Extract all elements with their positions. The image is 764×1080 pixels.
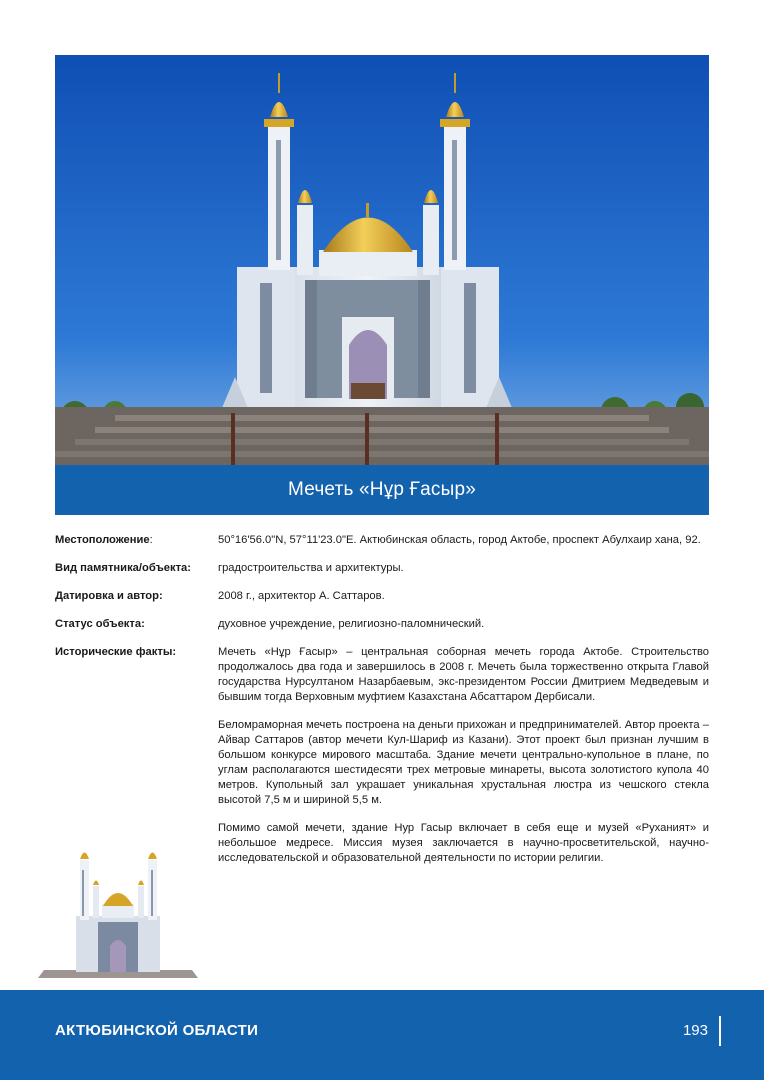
location-label — [55, 533, 218, 548]
mosque-photo — [55, 55, 709, 465]
footer-region: АКТЮБИНСКОЙ ОБЛАСТИ — [55, 1022, 259, 1039]
location-label-text: Местоположение — [55, 534, 150, 546]
facts-paragraph: Помимо самой мечети, здание Нур Гасыр включает в себя еще и музей «Руханият» и небольшое медресе. Миссия музея заключается в научно-просветительской, научно-исследовательской и образовательной деятельности по истории религии. — [218, 822, 709, 864]
facts-text — [218, 645, 709, 879]
info-row-dating — [55, 589, 709, 604]
footer-divider — [719, 1016, 721, 1046]
status-value: духовное учреждение, религиозно-паломнический. — [218, 618, 485, 630]
title-text: Мечеть «Нұр Ғасыр» — [287, 479, 477, 500]
facts-paragraph: Беломраморная мечеть построена на деньги прихожан и предпринимателей. Автор проекта – Айвар Саттаров (автор мечети Кул-Шариф из Казани). Этот проект был признан лучшим в большом конкурсе мирового масштаба. Здание мечети центрально-купольное в плане, по углам располагаются шестидесяти трех метровые минареты, высота золотистого купола 40 метров. Купольный зал украшает уникальная хрустальная люстра из чешского стекла высотой 7,5 м и шириной 5,5 м. — [218, 719, 709, 806]
page-number: 193 — [682, 1022, 708, 1039]
mosque-thumbnail — [32, 842, 204, 984]
location-value: 50°16'56.0"N, 57°11'23.0"E. Актюбинская область, город Актобе, проспект Абулхаир хана, 92. — [218, 534, 701, 546]
facts-label: Исторические факты: — [55, 646, 177, 658]
info-row-status — [55, 617, 709, 632]
dating-value: 2008 г., архитектор А. Саттаров. — [218, 590, 385, 602]
page-title — [55, 465, 709, 515]
status-label: Статус объекта: — [55, 618, 145, 630]
info-block — [55, 533, 709, 892]
facts-paragraph: Мечеть «Нұр Ғасыр» – центральная соборная мечеть города Актобе. Строительство продолжалось два года и завершилось в 2008 г. Мечеть была торжественно открыта Главой государства Нурсултаном Назарбаевым, экс-президентом России Дмитрием Медведевым и бывшим тогда Верховным муфтием Казахстана Абсаттаром Дербисали. — [218, 646, 709, 703]
type-label: Вид памятника/объекта: — [55, 562, 191, 574]
info-row-type — [55, 561, 709, 576]
page-footer — [0, 990, 764, 1080]
type-value: градостроительства и архитектуры. — [218, 562, 404, 574]
info-row-location — [55, 533, 709, 548]
dating-label: Датировка и автор: — [55, 590, 163, 602]
location-colon: : — [149, 534, 153, 546]
